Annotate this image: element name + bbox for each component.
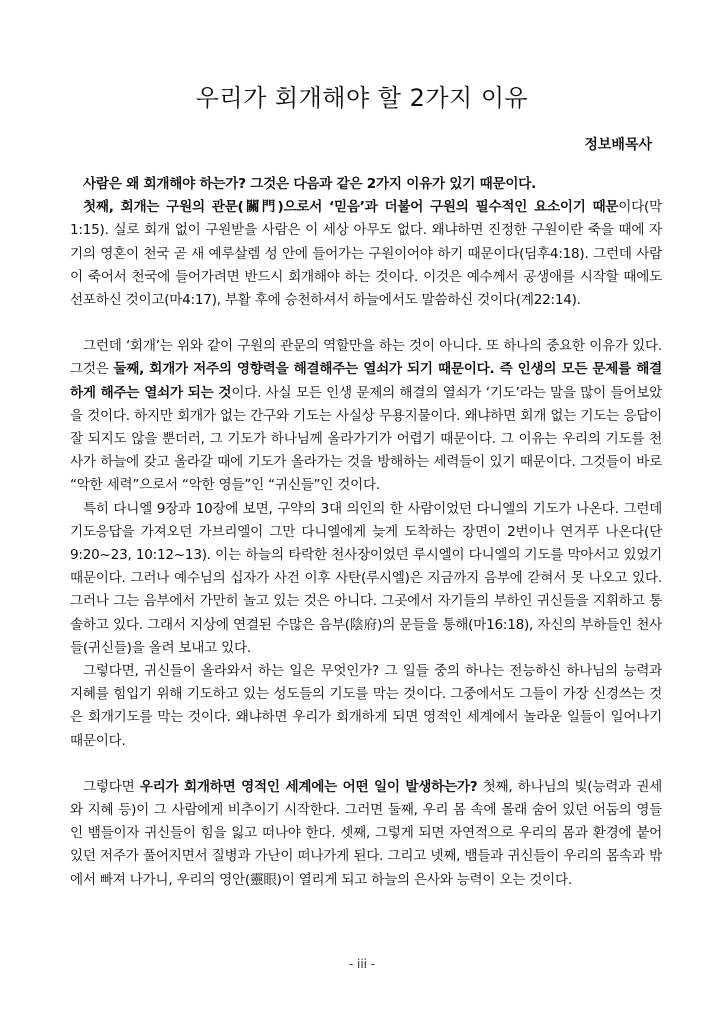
- paragraph-daniel: [70, 498, 662, 660]
- text-segment: 사람은 왜 회개해야 하는가? 그것은 다음과 같은 2가지 이유가 있기 때문이다.: [83, 176, 537, 192]
- text-segment: 그렇다면: [83, 778, 140, 795]
- text-segment: 그렇다면, 귀신들이 올라와서 하는 일은 무엇인가? 그 일들 중의 하나는 전능하신 하나님의 능력과 지혜를 힘입기 위해 기도하고 있는 성도들의 기도를 막는 것이다. 그중에서도 그들이 가장 신경쓰는 것은 회개기도를 막는 것이다. 왜냐하면 우리가 회개하게 되면 영적인 세계에서 놀라운 일들이 일어나기 때문이다.: [70, 663, 662, 749]
- text-segment: 그런데 ‘회개’는 위와 같이 구원의 관문의 역할만을 하는 것이 아니다. 또 하나의 중요한 이유가 있다. 그것은: [70, 338, 662, 378]
- text-segment: 이다. 사실 모든 인생 문제의 해결의 열쇠가 ‘기도’라는 말을 많이 들어보았을 것이다. 하지만 회개가 없는 간구와 기도는 사실상 무용지물이다. 왜냐하면 회개 없는 기도는 응답이 잘 되지도 않을 뿐더러, 그 기도가 하나님께 올라가기가 어렵기 때문이다. 그 이유는 우리의 기도를 천사가 하늘에 갖고 올라갈 때에 기도가 올라가는 것을 방해하는 세력들이 있기 때문이다. 그것들이 바로 “악한 세력”으로서 “악한 영들”인 “귀신들”인 것이다.: [70, 384, 662, 494]
- page-number: - iii -: [348, 957, 376, 971]
- paragraph-second-reason: [70, 335, 662, 497]
- paragraph-intro: [70, 173, 662, 196]
- text-segment-bold: 첫째, 회개는 구원의 관문(關門)으로서 ‘믿음’과 더불어 구원의 필수적인 요소이기 때문: [83, 199, 619, 216]
- paragraph-demons: [70, 660, 662, 753]
- text-segment: 특히 다니엘 9장과 10장에 보면, 구약의 3대 의인의 한 사람이었던 다니엘의 기도가 나온다. 그런데 기도응답을 가져오던 가브리엘이 그만 다니엘에게 늦게 도착하는 장면이 2번이나 연거푸 나온다(단9:20~23, 10:12~13). 이는 하늘의 타락한 천사장이었던 루시엘이 다니엘의 기도를 막아서고 있었기 때문이다. 그러나 예수님의 십자가 사건 이후 사탄(루시엘)은 지금까지 음부에 갇혀서 못 나오고 있다. 그러나 그는 음부에서 가만히 놀고 있는 것은 아니다. 그곳에서 자기들의 부하인 귀신들을 지휘하고 통솔하고 있다. 그래서 지상에 연결된 수많은 음부(陰府)의 문들을 통해(마16:18), 자신의 부하들인 천사들(귀신들)을 올려 보내고 있다.: [70, 500, 662, 656]
- paragraph-first-reason: [70, 196, 662, 312]
- paragraph-results: [70, 776, 662, 892]
- text-segment: 이다(막1:15). 실로 회개 없이 구원받을 사람은 이 세상 아무도 없다. 왜냐하면 진정한 구원이란 죽을 때에 자기의 영혼이 천국 곧 새 예루살렘 성 안에 들어가는 구원이어야 하기 때문이다(딤후4:18). 그런데 사람이 죽어서 천국에 들어가려면 반드시 회개해야 하는 것이다. 이것은 예수께서 공생애를 시작할 때에도 선포하신 것이고(마4:17), 부활 후에 승천하셔서 하늘에서도 말씀하신 것이다(계22:14).: [70, 199, 662, 309]
- text-segment: 첫째, 하나님의 빛(능력과 권세와 지혜 등)이 그 사람에게 비추이기 시작한다. 그러면 둘째, 우리 몸 속에 몰래 숨어 있던 어둠의 영들인 뱀들이자 귀신들이 힘을 잃고 떠나야 한다. 셋째, 그렇게 되면 자연적으로 우리의 몸과 환경에 붙어있던 저주가 풀어지면서 질병과 가난이 떠나가게 된다. 그리고 넷째, 뱀들과 귀신들이 우리의 몸속과 밖에서 빠져 나가니, 우리의 영안(靈眼)이 열리게 되고 하늘의 은사와 능력이 오는 것이다.: [70, 778, 662, 888]
- paragraph-spacer: [70, 753, 662, 776]
- text-segment-bold: 둘째, 회개가 저주의 영향력을 해결해주는 열쇠가 되기 때문이다. 즉 인생의 모든 문제를 해결하게 해주는 열쇠가 되는 것: [70, 361, 663, 401]
- document-body: [70, 173, 662, 892]
- paragraph-spacer: [70, 312, 662, 335]
- text-segment-bold: 우리가 회개하면 영적인 세계에는 어떤 일이 발생하는가?: [139, 778, 478, 795]
- author-name: 정보배목사: [584, 137, 652, 153]
- page-title: 우리가 회개해야 할 2가지 이유: [195, 84, 529, 112]
